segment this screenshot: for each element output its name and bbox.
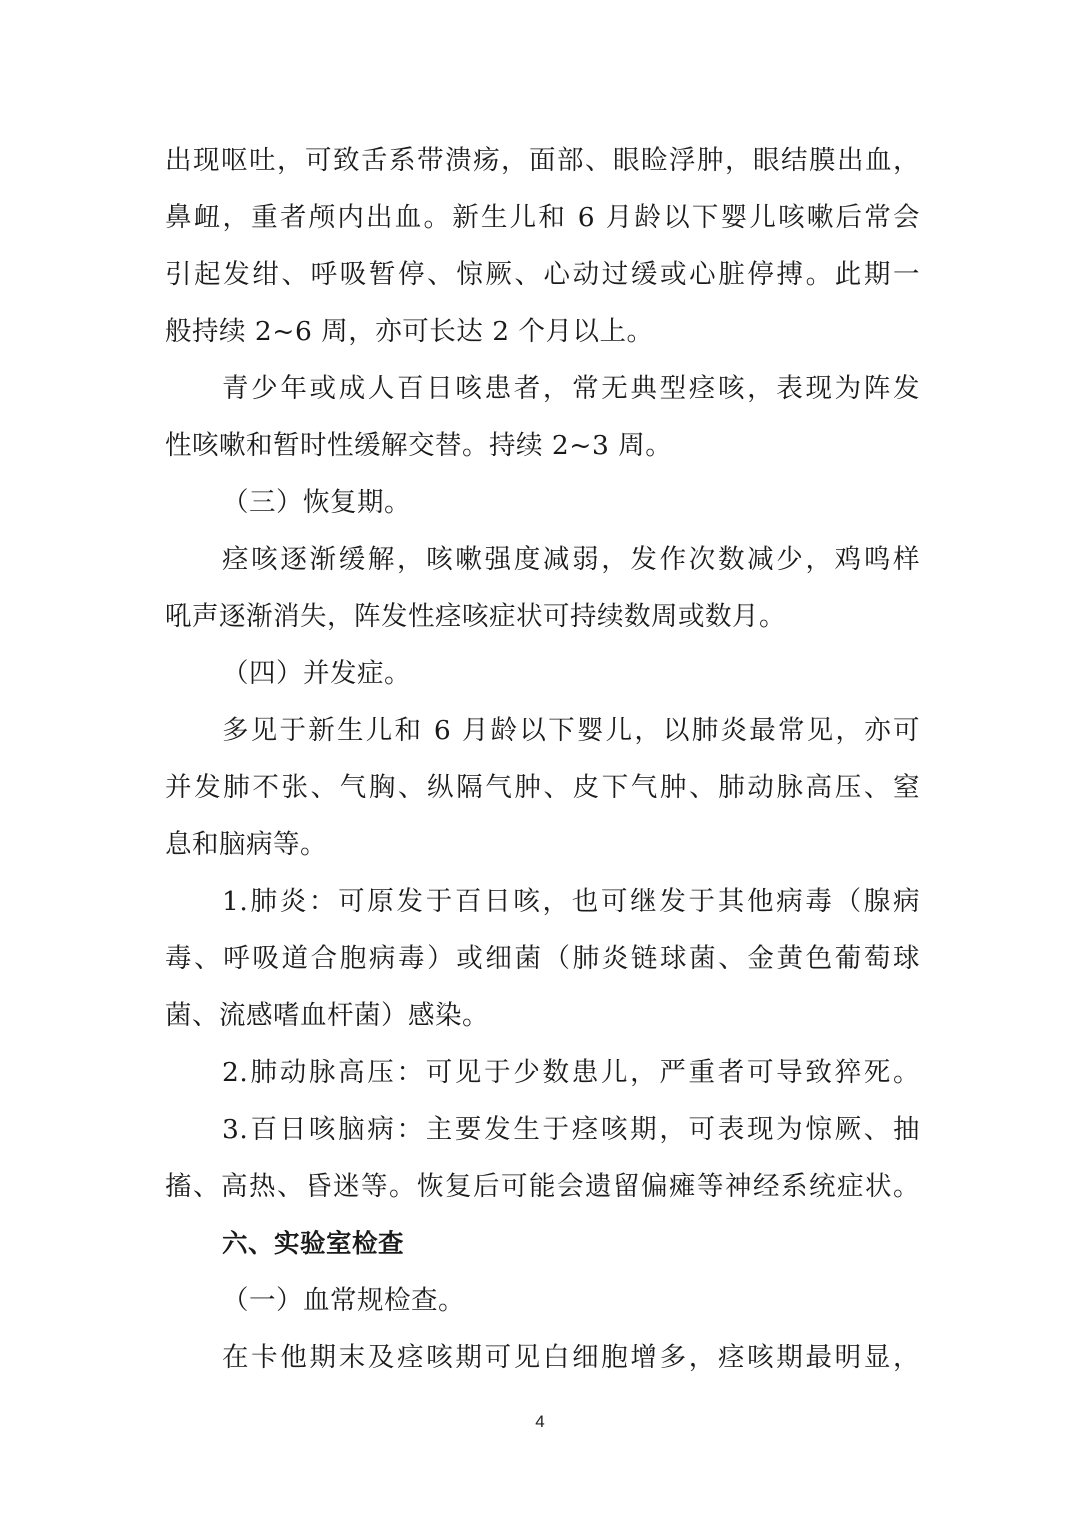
paragraph-line: 鼻衄，重者颅内出血。新生儿和 6 月龄以下婴儿咳嗽后常会: [165, 202, 920, 233]
paragraph-line: 2.肺动脉高压：可见于少数患儿，严重者可导致猝死。: [222, 1057, 920, 1088]
section-subheading: （一）血常规检查。: [222, 1285, 465, 1316]
paragraph-line: 息和脑病等。: [165, 829, 327, 860]
paragraph-line: 痉咳逐渐缓解，咳嗽强度减弱，发作次数减少，鸡鸣样: [222, 544, 920, 575]
paragraph-line: 搐、高热、昏迷等。恢复后可能会遗留偏瘫等神经系统症状。: [165, 1171, 920, 1202]
paragraph-line: 般持续 2~6 周，亦可长达 2 个月以上。: [165, 316, 654, 347]
paragraph-line: 引起发绀、呼吸暂停、惊厥、心动过缓或心脏停搏。此期一: [165, 259, 920, 290]
section-heading: 六、实验室检查: [222, 1229, 405, 1259]
section-subheading: （四）并发症。: [222, 658, 411, 689]
paragraph-line: 性咳嗽和暂时性缓解交替。持续 2~3 周。: [165, 430, 673, 461]
page-number: 4: [535, 1412, 545, 1431]
paragraph-line: 出现呕吐，可致舌系带溃疡，面部、眼睑浮肿，眼结膜出血，: [165, 145, 920, 176]
paragraph-line: 毒、呼吸道合胞病毒）或细菌（肺炎链球菌、金黄色葡萄球: [165, 943, 920, 974]
paragraph-line: 3.百日咳脑病：主要发生于痉咳期，可表现为惊厥、抽: [222, 1114, 920, 1145]
paragraph-line: 青少年或成人百日咳患者，常无典型痉咳，表现为阵发: [222, 373, 920, 404]
paragraph-line: 在卡他期末及痉咳期可见白细胞增多，痉咳期最明显，: [222, 1342, 920, 1373]
paragraph-line: 多见于新生儿和 6 月龄以下婴儿，以肺炎最常见，亦可: [222, 715, 920, 746]
paragraph-line: 并发肺不张、气胸、纵隔气肿、皮下气肿、肺动脉高压、窒: [165, 772, 920, 803]
paragraph-line: 1.肺炎：可原发于百日咳，也可继发于其他病毒（腺病: [222, 886, 920, 917]
paragraph-line: 吼声逐渐消失，阵发性痉咳症状可持续数周或数月。: [165, 601, 786, 632]
paragraph-line: 菌、流感嗜血杆菌）感染。: [165, 1000, 489, 1031]
section-subheading: （三）恢复期。: [222, 487, 411, 518]
